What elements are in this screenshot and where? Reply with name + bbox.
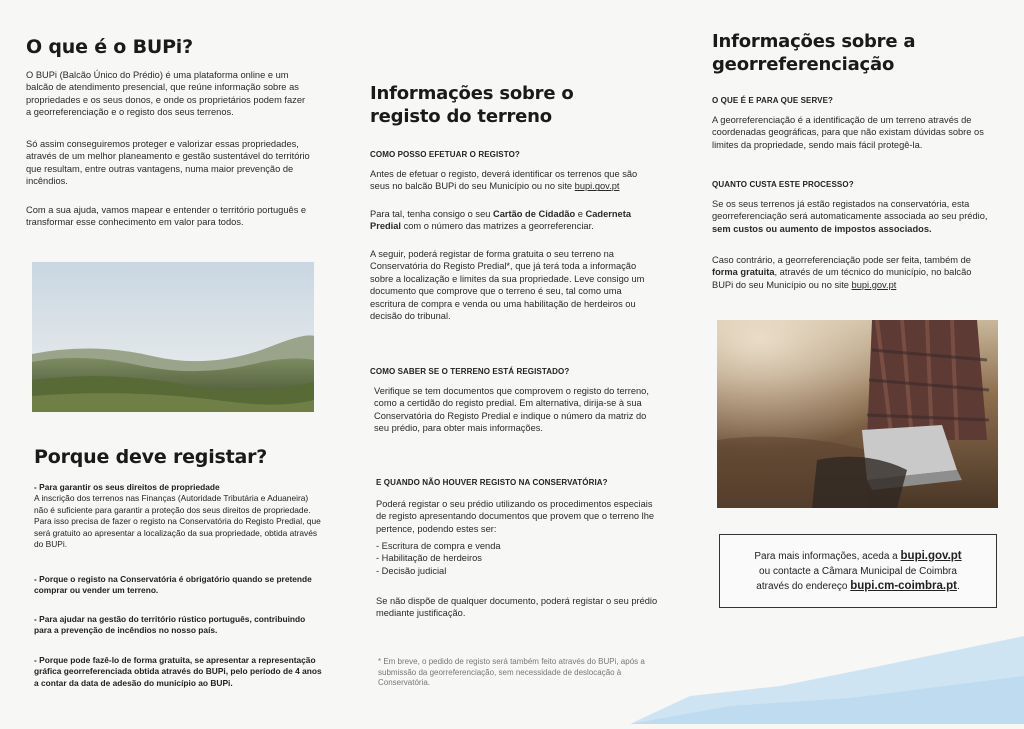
- reason-3: - Para ajudar na gestão do território rústico português, contribuindo para a prevenção de incêndios no nosso país.: [34, 614, 306, 636]
- subheading-how-register: COMO POSSO EFETUAR O REGISTO?: [370, 150, 520, 159]
- farmer-laptop-photo: [717, 320, 998, 508]
- list-item: - Escritura de compra e venda: [376, 541, 501, 551]
- subheading-how-know: COMO SABER SE O TERRENO ESTÁ REGISTADO?: [370, 367, 570, 376]
- paragraph-bring-docs: [370, 208, 656, 233]
- text-otherwise-a: Caso contrário, a georreferenciação pode ser feita, também de: [712, 255, 971, 265]
- heading-georef-info: Informações sobre a georreferenciação: [712, 31, 916, 75]
- link-bupi-gov[interactable]: bupi.gov.pt: [574, 181, 620, 192]
- reason-1-head: - Para garantir os seus direitos de propriedade: [34, 482, 220, 492]
- text-caderneta: Caderneta Predial: [370, 209, 631, 232]
- paragraph-intro: O BUPi (Balcão Único do Prédio) é uma plataforma online e um balcão de atendimento presencial, que reúne informação sobre as propriedades e os seus donos, e onde os proprietários podem fazer a georreferenciação e o registo dos seus terrenos.: [26, 70, 306, 118]
- reason-1-body: A inscrição dos terrenos nas Finanças (Autoridade Tributária e Aduaneira) não é suficiente para garantir a proteção dos seus direitos de propriedade. Para isso precisa de fazer o registo na Conservatória do Registo Predial, que será gratuito ao apresentar a localização da sua propriedade, obtida através do BUPi.: [34, 493, 321, 550]
- text-bring-a: Para tal, tenha consigo o seu: [370, 209, 491, 219]
- landscape-photo: [32, 262, 314, 412]
- text-otherwise-c: , através de um técnico do município, no balcão BUPi do seu Município ou no site: [712, 267, 972, 290]
- heading-what-is-bupi: O que é o BUPi?: [26, 36, 193, 58]
- paragraph-protect: Só assim conseguiremos proteger e valorizar essas propriedades, através de um melhor planeamento e gestão sustentável do território que resultam, entre outras vantagens, numa maior prevenção de incêndios.: [26, 139, 310, 187]
- paragraph-justification: Se não dispõe de qualquer documento, poderá registar o seu prédio mediante justificação.: [376, 596, 658, 619]
- paragraph-otherwise: [712, 254, 994, 291]
- contact-text-3: através do endereço: [756, 581, 848, 592]
- text-free: forma gratuita: [712, 267, 775, 278]
- paragraph-how-register: [370, 168, 656, 193]
- subheading-no-register: E QUANDO NÃO HOUVER REGISTO NA CONSERVATÓRIA?: [376, 478, 608, 487]
- text-bring-e: com o número das matrizes a georreferenciar.: [403, 221, 594, 232]
- link-bupi-gov-box[interactable]: bupi.gov.pt: [900, 550, 962, 562]
- text-cost-b: sem custos ou aumento de impostos associados.: [712, 223, 932, 234]
- paragraph-no-register: Poderá registar o seu prédio utilizando os procedimentos especiais de registo apresentando documentos que provem que o terreno lhe pertence, podendo estes ser:: [376, 499, 655, 534]
- contact-box: [719, 534, 997, 608]
- paragraph-how-know: Verifique se tem documentos que comprovem o registo do terreno, como a certidão do registo predial. Em alternativa, dirija-se à sua Conservatória do Registo Predial e indique o número da matriz do seu prédio, para obter mais informações.: [374, 386, 649, 434]
- text-how-register: Antes de efetuar o registo, deverá identificar os terrenos que são seus no balcão BUPi do seu Município ou no site: [370, 169, 638, 192]
- doc-list: [376, 540, 501, 577]
- text-citizen-card: Cartão de Cidadão: [493, 209, 576, 219]
- text-cost-a: Se os seus terrenos já estão registados na conservatória, esta georreferenciação será automaticamente associada ao seu prédio,: [712, 199, 988, 222]
- link-bupi-coimbra[interactable]: bupi.cm-coimbra.pt: [850, 580, 957, 592]
- list-item: - Habilitação de herdeiros: [376, 553, 482, 564]
- contact-line-1: [720, 549, 996, 564]
- footnote: * Em breve, o pedido de registo será também feito através do BUPi, após a submissão da georreferenciação, sem necessidade de deslocação à Conservatória.: [378, 657, 645, 688]
- contact-text-1: Para mais informações, aceda a: [754, 551, 898, 562]
- paragraph-what-is: A georreferenciação é a identificação de um terreno através de coordenadas geográficas, para que não existam dúvidas sobre os limites da propriedade, sendo mais fácil protegê-la.: [712, 115, 984, 150]
- decorative-wave: [630, 636, 1024, 724]
- reason-2: - Porque o registo na Conservatória é obrigatório quando se pretende comprar ou vender um terreno.: [34, 574, 312, 596]
- reason-4: - Porque pode fazê-lo de forma gratuita, se apresentar a representação gráfica georreferenciada obtida através do BUPi, pelo período de 4 anos a contar da data de adesão do município ao BUPi.: [34, 655, 322, 688]
- paragraph-cost: [712, 198, 994, 235]
- link-bupi-gov[interactable]: bupi.gov.pt: [851, 279, 897, 290]
- paragraph-register-free: A seguir, poderá registar de forma gratuita o seu terreno na Conservatória do Registo Predial*, que já terá toda a informação sobre a localização e limites da sua propriedade. Leve consigo um documento que comprove que o terreno é seu, tal como uma escritura de compra e venda ou uma habilitação de herdeiros ou decisão do tribunal.: [370, 249, 645, 322]
- reason-1: [34, 482, 322, 550]
- contact-line-2: ou contacte a Câmara Municipal de Coimbra: [759, 566, 957, 577]
- heading-why-register: Porque deve registar?: [34, 446, 268, 468]
- contact-period: .: [956, 581, 960, 592]
- paragraph-help: Com a sua ajuda, vamos mapear e entender o território português e transformar esse conhecimento em valor para todos.: [26, 205, 307, 228]
- heading-registry-info: Informações sobre o registo do terreno: [370, 83, 574, 127]
- text-and: e: [577, 209, 583, 219]
- subheading-cost: QUANTO CUSTA ESTE PROCESSO?: [712, 180, 854, 189]
- contact-line-3: [720, 579, 996, 594]
- list-item: - Decisão judicial: [376, 565, 447, 576]
- subheading-what-is: O QUE É E PARA QUE SERVE?: [712, 96, 834, 105]
